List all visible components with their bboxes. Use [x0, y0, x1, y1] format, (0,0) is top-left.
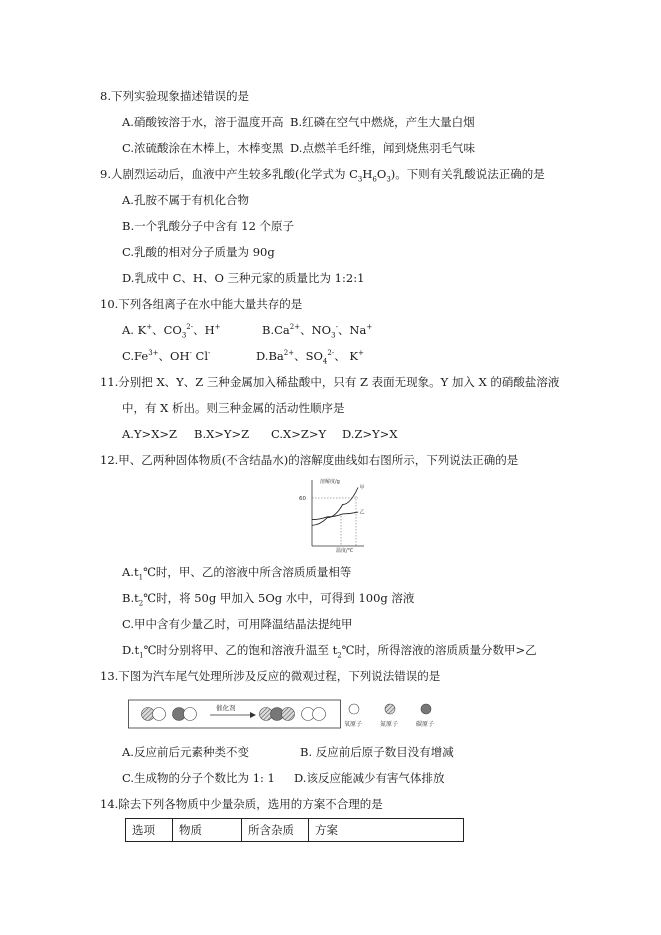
table-header-cell: 物质 [173, 819, 242, 842]
q11-option-c: C.X>Z>Y [271, 427, 327, 441]
q9-stem: 9.人剧烈运动后，血液中产生较多乳酸(化学式为 $C_3H_6O_3$)。下则有关乳酸说法正确的是 [100, 167, 545, 184]
series-jia-line [312, 488, 358, 526]
q10-option-d: $D.Ba^{2+}$、$SO_4^{2-}$、 K+ [256, 349, 364, 366]
q13-option-d: D.该反应能减少有害气体排放 [294, 771, 445, 785]
series-yi-label: 乙 [359, 509, 365, 516]
q11-option-b: B.X>Y>Z [194, 427, 250, 441]
series-yi-line [312, 512, 358, 520]
table-header-cell: 选项 [126, 819, 173, 842]
q14-table [125, 818, 464, 842]
q10-option-a: A. K+、$CO_3^{2-}$、H+ [122, 323, 221, 340]
q13-option-b: B. 反应前后原子数目没有增减 [300, 745, 454, 759]
legend-nitrogen-icon [385, 704, 395, 714]
q8-option-a: A.硝酸铵溶于水，溶于温度开高 [122, 115, 284, 129]
q11-stem-line1: 11.分别把 X、Y、Z 三种金属加入稀盐酸中，只有 Z 表面无现象。Y 加入 X 的硝酸盐溶液 [100, 375, 560, 389]
table-header-row [126, 819, 464, 842]
legend-oxygen-icon [349, 704, 359, 714]
q10-stem: 10.下列各组离子在水中能大量共存的是 [100, 297, 303, 311]
q12-stem: 12.甲、乙两种固体物质(不含结晶水)的溶解度曲线如右图所示，下列说法正确的是 [100, 453, 519, 467]
q13-stem: 13.下图为汽车尾气处理所涉及反应的微观过程，下列说法错误的是 [100, 669, 441, 683]
q8-option-b: B.红磷在空气中燃烧，产生大量白烟 [290, 115, 475, 129]
q8-option-d: D.点燃羊毛纤维，闻到烧焦羽毛气味 [290, 141, 475, 155]
y-axis-label: 溶解度/g [320, 479, 340, 485]
q12-option-a: $A.t_1℃$时，甲、乙的溶液中所含溶质质量相等 [122, 565, 352, 582]
q10-option-b: $B.Ca^{2+}$、$NO_3^-$、Na+ [262, 323, 373, 340]
table-header-cell: 方案 [309, 819, 464, 842]
q8-stem: 8.下列实验现象描述错误的是 [100, 89, 249, 103]
reaction-diagram [128, 698, 490, 732]
product-co2-molecule [260, 708, 295, 721]
arrow-label: 催化剂 [216, 704, 236, 712]
table-header-cell: 所含杂质 [242, 819, 309, 842]
series-jia-label: 甲 [359, 485, 365, 491]
q11-option-a: A.Y>X>Z [122, 427, 178, 441]
q9-option-a: A.孔胺不属于有机化合物 [122, 193, 249, 207]
q12-option-d: $D.t_1℃$时分别将甲、乙的饱和溶液升温至 $t_2℃$时，所得溶液的溶质质量分数甲>乙 [122, 643, 537, 660]
x-axis-label: 温度/℃ [336, 548, 354, 554]
q11-stem-line2: 中，有 X 析出。则三种金属的活动性顺序是 [122, 401, 345, 415]
q9-option-d: D.乳成中 C、H、O 三种元家的质量比为 1:2:1 [122, 271, 365, 285]
legend-oxygen-label: 氧原子 [344, 721, 363, 728]
q11-option-d: D.Z>Y>X [342, 427, 398, 441]
q10-option-c: $C.Fe^{3+}$、OH- Cl- [122, 349, 211, 363]
q13-option-c: C.生成物的分子个数比为 1: 1 [122, 771, 275, 785]
y-tick-label: 60 [299, 496, 306, 502]
legend-carbon-label: 碳原子 [416, 721, 435, 728]
q12-option-c: C.甲中含有少量乙时，可用降温结晶法提纯甲 [122, 617, 353, 631]
solubility-chart [298, 474, 368, 554]
q9-option-c: C.乳酸的相对分子质量为 90g [122, 245, 275, 259]
legend-nitrogen-label: 氮原子 [380, 721, 399, 728]
q12-option-b: $B.t_2℃$时，将 50g 甲加入 5Og 水中，可得到 100g 溶液 [122, 591, 415, 608]
q8-option-c: C.浓硫酸涂在木棒上，木棒变黑 [122, 141, 284, 155]
legend-carbon-icon [421, 704, 431, 714]
q14-stem: 14.除去下列各物质中少量杂质，选用的方案不合理的是 [100, 797, 383, 811]
q13-option-a: A.反应前后元素种类不变 [122, 745, 249, 759]
q9-option-b: B.一个乳酸分子中含有 12 个原子 [122, 219, 295, 233]
